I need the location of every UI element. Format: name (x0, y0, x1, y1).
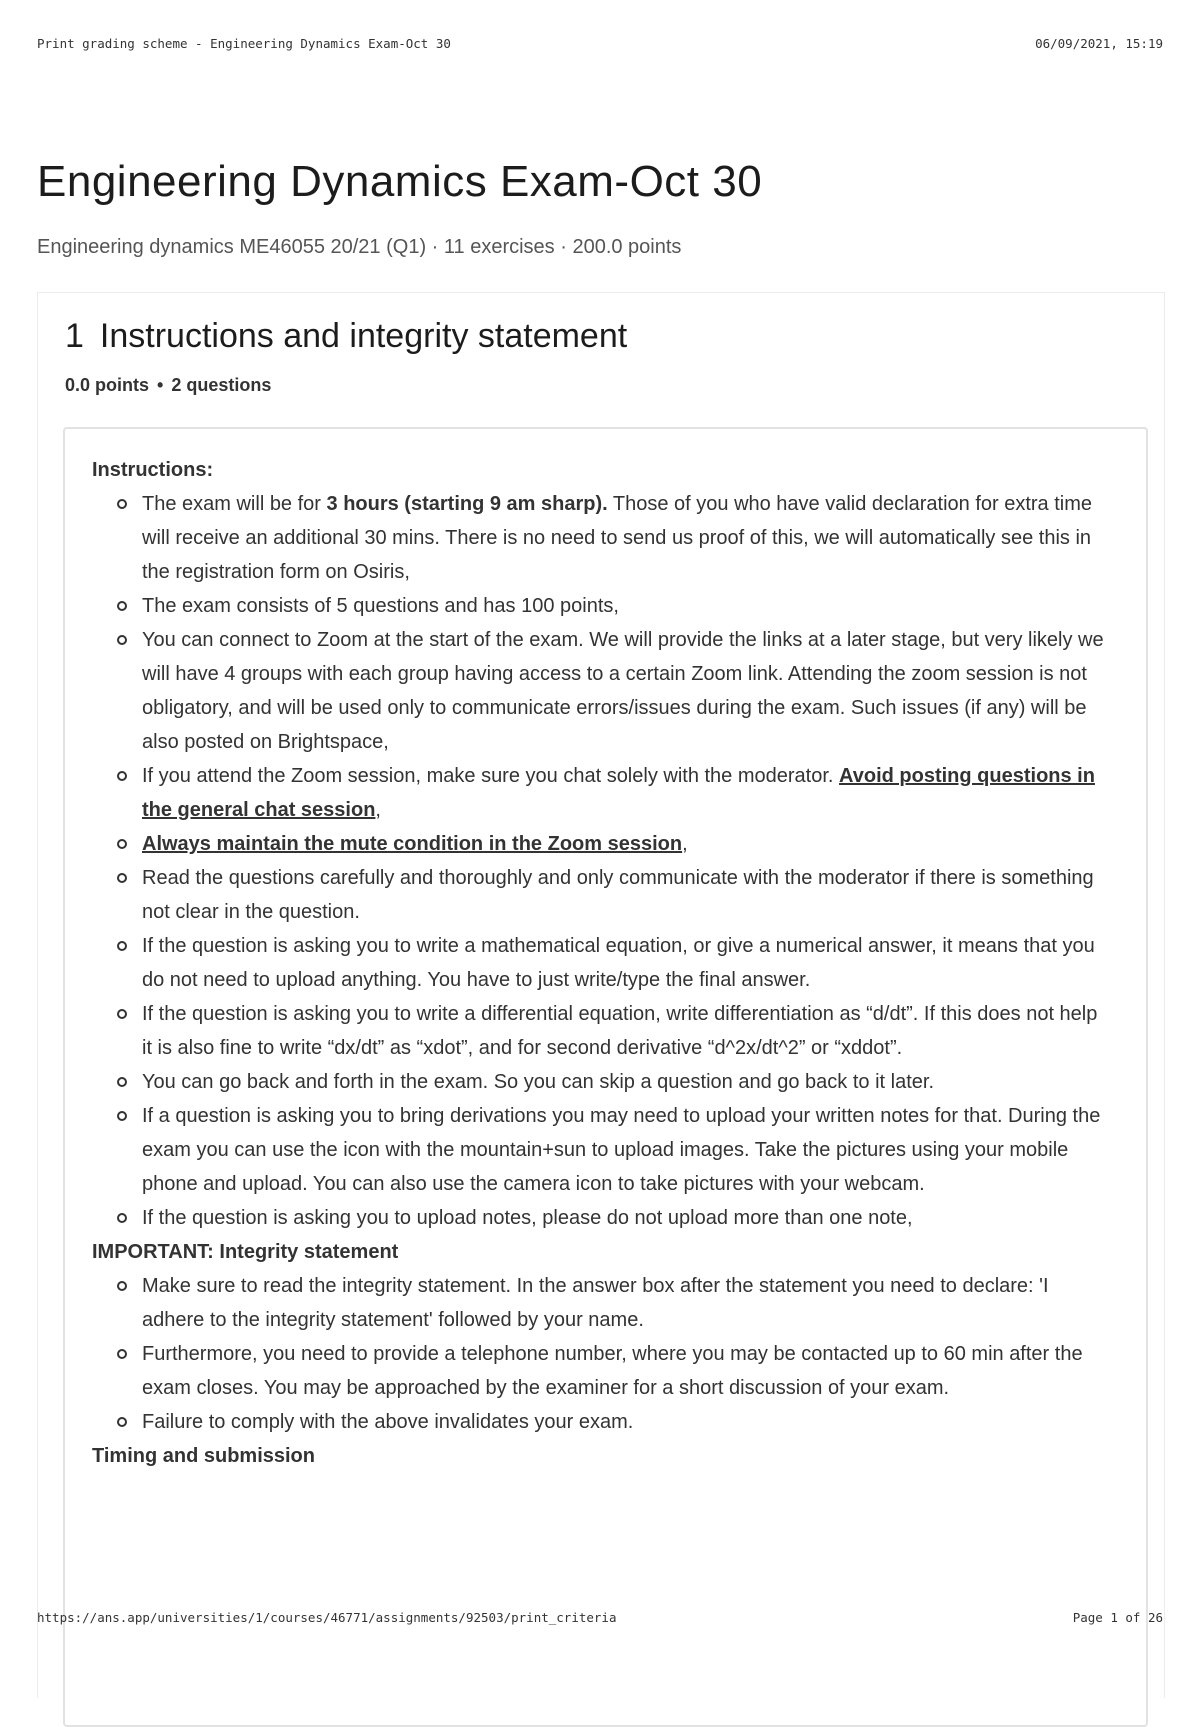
section-title-text: Instructions and integrity statement (99, 317, 628, 355)
list-item: Make sure to read the integrity statement. In the answer box after the statement you need to declare: 'I adhere to the integrity statement' followed by your name. (142, 1269, 1108, 1337)
item-text: Those of you who have valid declaration for extra time will receive an additional 30 mins. There is no need to send us proof of this, we will automatically see this in the registration form on Osiris, (142, 493, 1093, 583)
list-item: If the question is asking you to upload notes, please do not upload more than one note, (142, 1201, 1108, 1235)
item-text-bold: 3 hours (starting 9 am sharp). (326, 493, 608, 515)
list-item (142, 759, 1108, 827)
instructions-list (92, 487, 1108, 1235)
section-questions-count: 2 questions (171, 375, 272, 395)
list-item (142, 827, 1108, 861)
section-title (65, 317, 627, 356)
timing-heading: Timing and submission (92, 1445, 315, 1467)
list-item: If the question is asking you to write a differential equation, write differentiation as “d/dt”. If this does not help it is also fine to write “dx/dt” as “xdot”, and for second derivative “d^2x/dt^2” or “xddot”. (142, 997, 1108, 1065)
integrity-list (92, 1269, 1108, 1439)
print-footer (37, 1610, 1163, 1625)
list-item: You can connect to Zoom at the start of the exam. We will provide the links at a later stage, but very likely we will have 4 groups with each group having access to a certain Zoom link. Attending the zoom session is not obligatory, and will be used only to communicate errors/issues during the exam. Such issues (if any) will be also posted on Brightspace, (142, 623, 1108, 759)
list-item: You can go back and forth in the exam. So you can skip a question and go back to it later. (142, 1065, 1108, 1099)
page-number: Page 1 of 26 (1072, 1610, 1163, 1625)
list-item: Furthermore, you need to provide a telephone number, where you may be contacted up to 60 min after the exam closes. You may be approached by the examiner for a short discussion of your exam. (142, 1337, 1108, 1405)
item-text: The exam will be for (142, 493, 327, 515)
section-meta (65, 375, 271, 396)
section-number: 1 (65, 317, 84, 355)
page-title: Engineering Dynamics Exam-Oct 30 (37, 157, 763, 206)
instructions-heading: Instructions: (92, 459, 214, 481)
list-item: Failure to comply with the above invalidates your exam. (142, 1405, 1108, 1439)
question-card (63, 427, 1148, 1727)
list-item: If the question is asking you to write a mathematical equation, or give a numerical answer, it means that you do not need to upload anything. You have to just write/type the final answer. (142, 929, 1108, 997)
list-item (142, 487, 1108, 589)
list-item: Read the questions carefully and thoroughly and only communicate with the moderator if there is something not clear in the question. (142, 861, 1108, 929)
print-footer-url: https://ans.app/universities/1/courses/46771/assignments/92503/print_criteria (37, 1610, 617, 1625)
list-item: If a question is asking you to bring derivations you may need to upload your written notes for that. During the exam you can use the icon with the mountain+sun to upload images. Take the pictures using your mobile phone and upload. You can also use the camera icon to take pictures with your webcam. (142, 1099, 1108, 1201)
page-subtitle: Engineering dynamics ME46055 20/21 (Q1) · 11 exercises · 200.0 points (37, 236, 682, 258)
integrity-heading: IMPORTANT: Integrity statement (92, 1241, 399, 1263)
item-text: , (682, 833, 688, 855)
item-text: , (375, 799, 381, 821)
list-item: The exam consists of 5 questions and has 100 points, (142, 589, 1108, 623)
print-header-timestamp: 06/09/2021, 15:19 (1035, 36, 1163, 51)
print-header-title: Print grading scheme - Engineering Dynamics Exam-Oct 30 (37, 36, 451, 51)
exercise-section (37, 292, 1165, 1698)
section-points: 0.0 points (65, 375, 150, 395)
meta-separator: • (157, 375, 164, 395)
item-text-underlined: Always maintain the mute condition in the Zoom session (142, 833, 683, 855)
item-text-underlined: Avoid posting questions in the general chat session (142, 765, 1095, 821)
print-header (37, 36, 1163, 51)
item-text: If you attend the Zoom session, make sure you chat solely with the moderator. (142, 765, 840, 787)
